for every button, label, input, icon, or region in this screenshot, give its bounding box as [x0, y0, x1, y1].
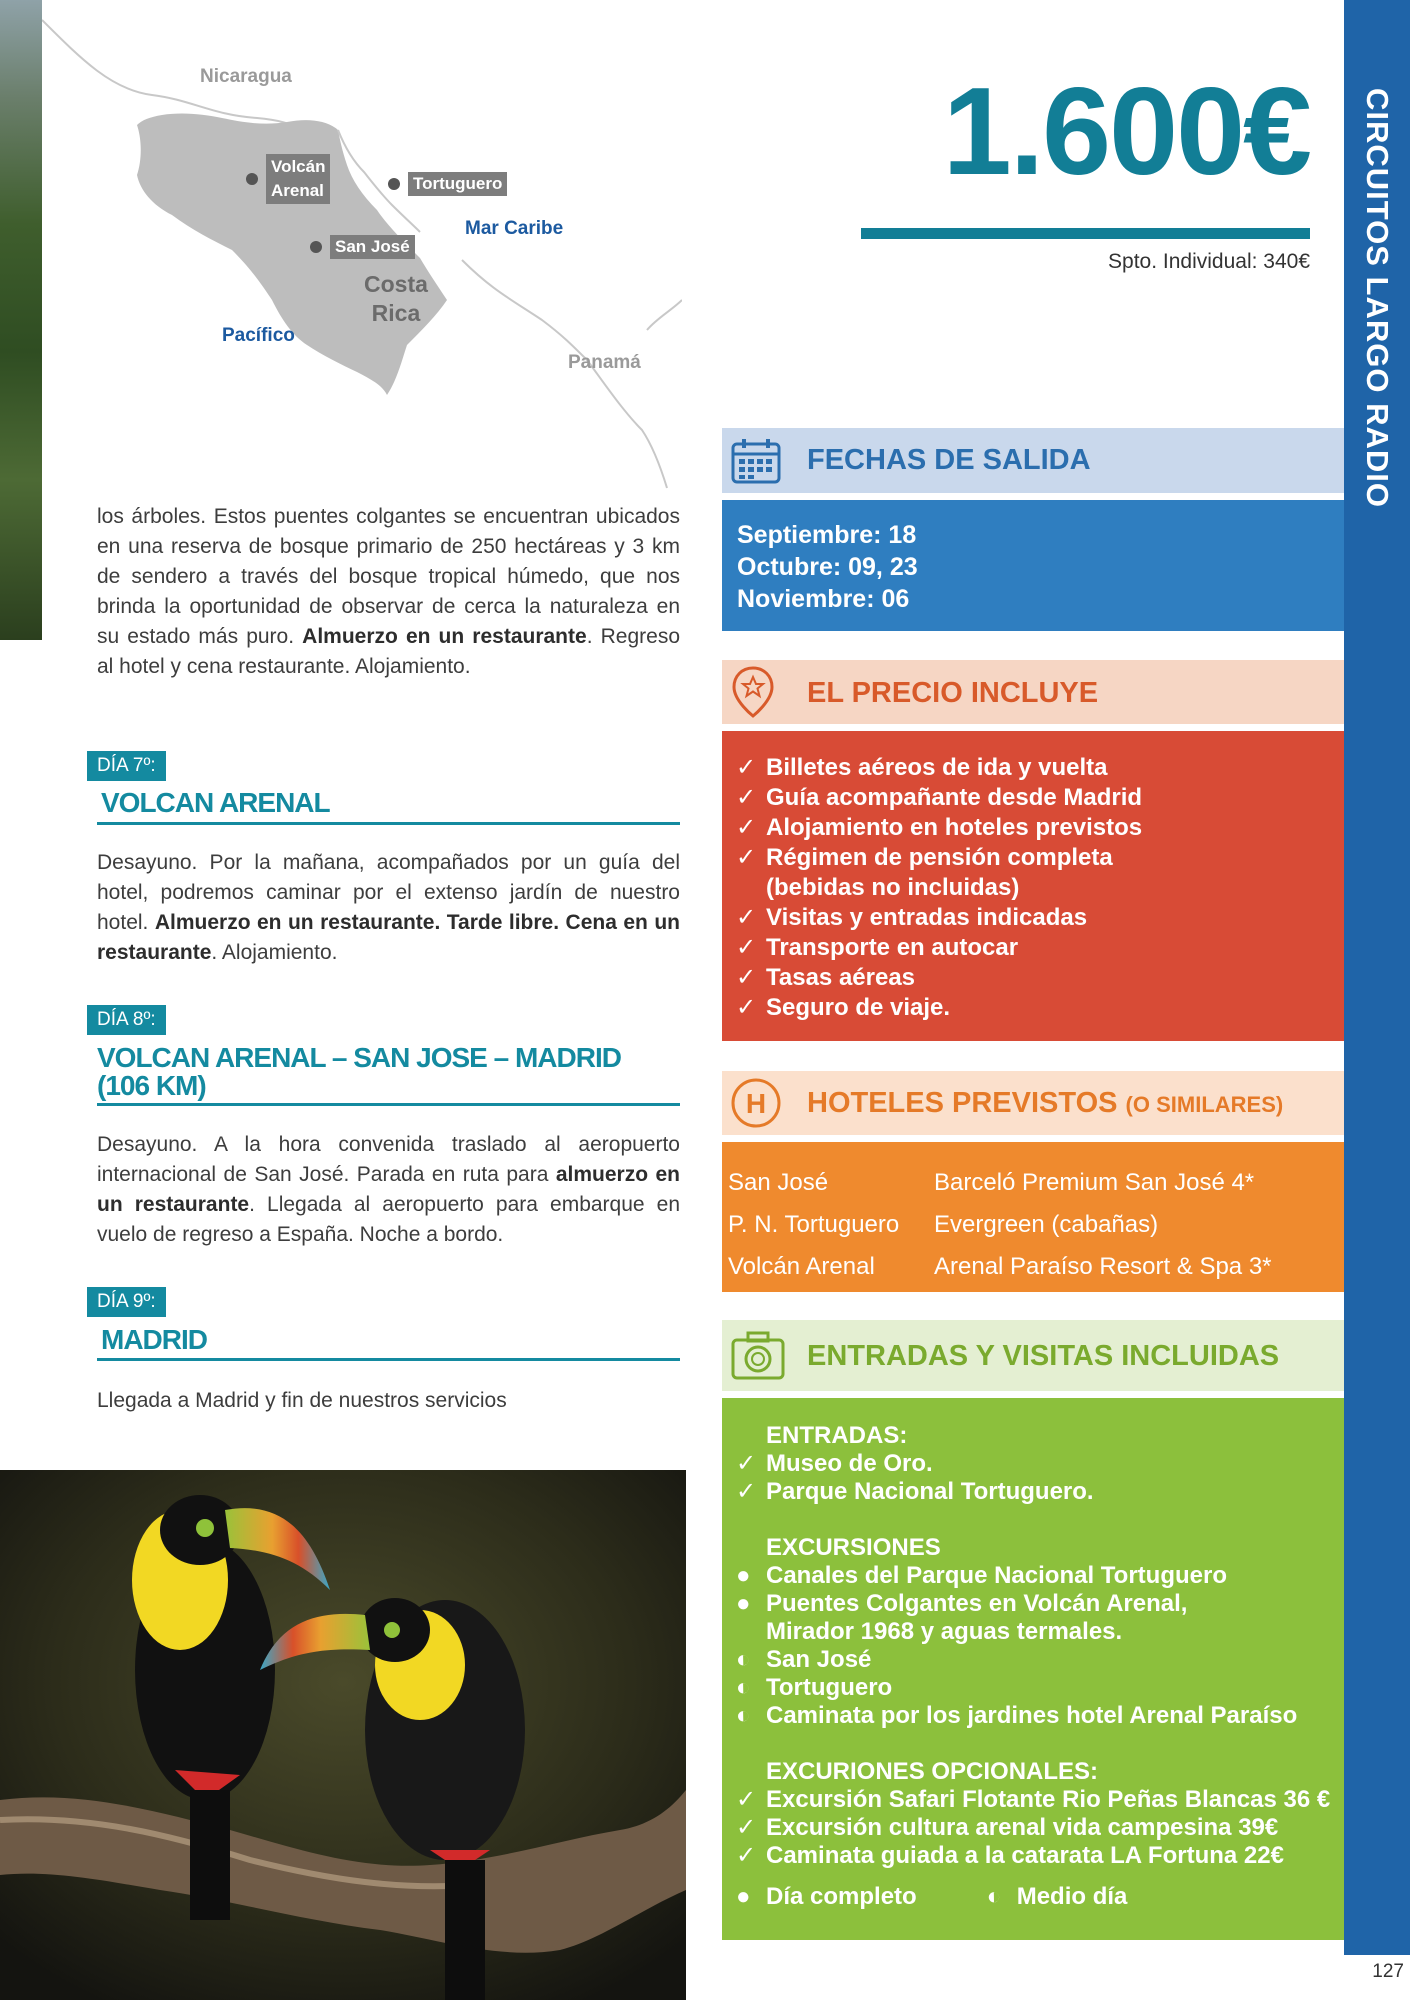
- day9-title: MADRID: [101, 1324, 207, 1355]
- price-amount: 1.600€: [942, 63, 1310, 201]
- incluye-item-text: Tasas aéreas: [766, 964, 916, 991]
- check-spacer: [736, 873, 766, 903]
- day8-title-line1: VOLCAN ARENAL – SAN JOSE – MADRID: [97, 1042, 621, 1073]
- legend: [736, 1880, 1344, 1914]
- excursion-item-text: San José: [766, 1646, 872, 1673]
- city-tortuguero: [388, 172, 507, 196]
- city-dot: [246, 173, 258, 185]
- label-nicaragua: Nicaragua: [200, 66, 292, 87]
- half-day-icon: ◐: [986, 1883, 1002, 1910]
- check-icon: ✓: [736, 904, 757, 931]
- label-panama: Panamá: [568, 352, 641, 373]
- day8-badge: DÍA 8º:: [87, 1005, 166, 1035]
- hoteles-title-small: (O SIMILARES): [1125, 1092, 1284, 1117]
- hotel-city: San José: [728, 1169, 829, 1196]
- excursion-item: [736, 1562, 1344, 1590]
- camera-icon: [730, 1328, 786, 1382]
- city-tag-tortuguero: Tortuguero: [408, 172, 507, 196]
- incluye-item-text: Billetes aéreos de ida y vuelta: [766, 754, 1108, 781]
- day9-badge: DÍA 9º:: [87, 1287, 166, 1317]
- spacer: [736, 1730, 1344, 1758]
- incluye-item-text: Guía acompañante desde Madrid: [766, 784, 1143, 811]
- entrada-item: [736, 1478, 1344, 1506]
- incluye-item-continued: [736, 873, 1344, 903]
- excursion-item-text: Caminata por los jardines hotel Arenal Paraíso: [766, 1702, 1298, 1729]
- entrada-item-text: Parque Nacional Tortuguero.: [766, 1478, 1094, 1505]
- toucan-image: [0, 1470, 686, 2000]
- day8-rule: [97, 1103, 680, 1106]
- half-day-icon: ◐: [736, 1702, 751, 1729]
- excursion-item-text: Mirador 1968 y aguas termales.: [766, 1618, 1123, 1645]
- incluye-item-text: Transporte en autocar: [766, 934, 1019, 961]
- half-day-icon: ◐: [736, 1646, 751, 1673]
- day7-text-b: . Alojamiento.: [211, 941, 338, 964]
- day9-paragraph: Llegada a Madrid y fin de nuestros servicios: [97, 1389, 507, 1412]
- hotel-city: P. N. Tortuguero: [728, 1211, 900, 1238]
- check-icon: ✓: [736, 1478, 757, 1505]
- check-icon: ✓: [736, 844, 757, 871]
- full-day-icon: ●: [736, 1590, 751, 1617]
- excursion-item: [736, 1702, 1344, 1730]
- incluye-item: [736, 783, 1344, 813]
- opcional-item: [736, 1842, 1344, 1870]
- city-tag-volcan: [266, 154, 330, 204]
- fechas-body: [722, 500, 1344, 631]
- excursion-item-text: Puentes Colgantes en Volcán Arenal,: [766, 1590, 1188, 1617]
- incluye-item: [736, 963, 1344, 993]
- city-dot: [310, 241, 322, 253]
- opcional-item-text: Excursión Safari Flotante Rio Peñas Blancas 36 €: [766, 1786, 1331, 1813]
- entradas-header: [722, 1320, 1344, 1391]
- incluye-header: [722, 660, 1344, 724]
- location-star-icon: [730, 665, 776, 719]
- entrada-item: [736, 1450, 1344, 1478]
- city-tag-san-jose: San José: [330, 235, 415, 259]
- check-icon: ✓: [736, 994, 757, 1021]
- forest-photo-strip: [0, 0, 42, 640]
- entrada-item-text: Museo de Oro.: [766, 1450, 933, 1477]
- incluye-item: [736, 753, 1344, 783]
- excursion-item: [736, 1674, 1344, 1702]
- excursion-item-text: Canales del Parque Nacional Tortuguero: [766, 1562, 1227, 1589]
- incluye-title: EL PRECIO INCLUYE: [807, 677, 1099, 709]
- city-volcan-line1: Volcán: [271, 157, 326, 176]
- intro-bold: Almuerzo en un restaurante: [302, 625, 587, 648]
- day8-paragraph: [97, 1130, 680, 1250]
- day7-title: VOLCAN ARENAL: [101, 787, 330, 818]
- day8-title-line2: (106 KM): [97, 1070, 206, 1101]
- hotel-row: [728, 1162, 1344, 1204]
- label-costa-rica: [364, 270, 428, 328]
- check-icon: ✓: [736, 1842, 757, 1869]
- check-icon: ✓: [736, 1814, 757, 1841]
- excursion-item-text: Tortuguero: [766, 1674, 893, 1701]
- full-day-icon: ●: [736, 1562, 751, 1589]
- hotel-icon: [730, 1077, 782, 1129]
- check-icon: ✓: [736, 784, 757, 811]
- hoteles-title-main: HOTELES PREVISTOS: [807, 1087, 1118, 1119]
- legend-half-day: [987, 1880, 1128, 1914]
- price-supplement: Spto. Individual: 340€: [1108, 250, 1310, 273]
- city-san-jose: [310, 235, 415, 259]
- incluye-item: [736, 993, 1344, 1023]
- incluye-item: [736, 813, 1344, 843]
- day7-paragraph: [97, 848, 680, 968]
- incluye-item: [736, 933, 1344, 963]
- legend-half-label: Medio día: [1016, 1883, 1128, 1910]
- excursion-item: [736, 1646, 1344, 1674]
- excursion-item: [736, 1590, 1344, 1618]
- check-icon: ✓: [736, 934, 757, 961]
- page-number: 127: [1344, 1955, 1410, 2000]
- legend-full-day: [736, 1880, 917, 1914]
- hotel-name: Evergreen (cabañas): [934, 1211, 1159, 1238]
- price-underline: [861, 228, 1310, 239]
- opcionales-subheading: EXCURIONES OPCIONALES:: [766, 1758, 1099, 1785]
- hotel-row: [728, 1204, 1344, 1246]
- day7-bold: Almuerzo en un restaurante. Tarde libre. Cena en un restaurante: [97, 911, 680, 964]
- fecha-line: Noviembre: 06: [737, 585, 910, 613]
- check-icon: ✓: [736, 754, 757, 781]
- incluye-item: [736, 903, 1344, 933]
- city-volcan-line2: Arenal: [271, 181, 324, 200]
- incluye-body: [722, 731, 1344, 1041]
- hoteles-header: [722, 1071, 1344, 1135]
- hotel-name: Barceló Premium San José 4*: [934, 1169, 1255, 1196]
- fechas-header: [722, 428, 1344, 493]
- hoteles-body: [722, 1142, 1344, 1292]
- entradas-title: ENTRADAS Y VISITAS INCLUIDAS: [807, 1340, 1280, 1372]
- opcional-item-text: Excursión cultura arenal vida campesina 39€: [766, 1814, 1279, 1841]
- incluye-item-text: Alojamiento en hoteles previstos: [766, 814, 1143, 841]
- hotel-row: [728, 1246, 1344, 1288]
- opcional-item-text: Caminata guiada a la catarata LA Fortuna 22€: [766, 1842, 1284, 1869]
- day8-text-a: Desayuno. A la hora convenida traslado al aeropuerto internacional de San José. Parada en ruta para: [97, 1133, 680, 1186]
- day7-rule: [97, 822, 680, 825]
- day7-badge: DÍA 7º:: [87, 751, 166, 781]
- section-title-vertical: CIRCUITOS LARGO RADIO: [1360, 88, 1395, 508]
- section-side-band: [1344, 0, 1410, 2000]
- intro-paragraph: [97, 502, 680, 682]
- hoteles-title: [807, 1087, 1283, 1120]
- toucan-photo: [0, 1470, 686, 2000]
- hotel-city: Volcán Arenal: [728, 1253, 875, 1280]
- incluye-item-text: (bebidas no incluidas): [766, 874, 1020, 901]
- incluye-item: [736, 843, 1344, 873]
- day7-text-a: Desayuno. Por la mañana, acompañados por un guía del hotel, podremos caminar por el extenso jardín de nuestro hotel.: [97, 851, 680, 934]
- full-day-icon: ●: [736, 1883, 751, 1910]
- day9-rule: [97, 1358, 680, 1361]
- day8-title: [97, 1044, 677, 1100]
- half-day-icon: ◐: [736, 1674, 751, 1701]
- incluye-item-text: Visitas y entradas indicadas: [766, 904, 1088, 931]
- check-icon: ✓: [736, 964, 757, 991]
- day8-bold: almuerzo en un restaurante: [97, 1163, 680, 1216]
- incluye-item-text: Seguro de viaje.: [766, 994, 951, 1021]
- fecha-line: Octubre: 09, 23: [737, 553, 918, 581]
- entradas-body: [722, 1398, 1344, 1940]
- city-volcan-arenal: [246, 154, 330, 204]
- check-icon: ✓: [736, 814, 757, 841]
- opcional-item: [736, 1786, 1344, 1814]
- fechas-title: FECHAS DE SALIDA: [807, 444, 1091, 476]
- fecha-line: Septiembre: 18: [737, 521, 917, 549]
- intro-text: los árboles. Estos puentes colgantes se encuentran ubicados en una reserva de bosque primario de 250 hectáreas y 3 km de sendero a través del bosque tropical húmedo, que nos brinda la oportunidad de observar de cerca la naturaleza en su estado más puro.: [97, 505, 680, 648]
- check-icon: ✓: [736, 1786, 757, 1813]
- calendar-icon: [730, 437, 782, 485]
- entradas-subheading: ENTRADAS:: [766, 1422, 908, 1449]
- label-mar-caribe: Mar Caribe: [465, 218, 564, 239]
- hotel-name: Arenal Paraíso Resort & Spa 3*: [934, 1253, 1272, 1280]
- label-costa: Costa: [364, 271, 428, 297]
- opcional-item: [736, 1814, 1344, 1842]
- legend-full-label: Día completo: [766, 1883, 917, 1910]
- label-rica: Rica: [371, 300, 421, 326]
- bullet-spacer: [736, 1618, 766, 1646]
- excursion-item-continued: [736, 1618, 1344, 1646]
- intro-tail: . Regreso al hotel y cena restaurante. Alojamiento.: [97, 625, 680, 678]
- check-icon: ✓: [736, 1450, 757, 1477]
- day8-text-b: . Llegada al aeropuerto para embarque en vuelo de regreso a España. Noche a bordo.: [97, 1193, 681, 1246]
- spacer: [736, 1506, 1344, 1534]
- label-pacifico: Pacífico: [222, 325, 295, 346]
- city-dot: [388, 178, 400, 190]
- excursiones-subheading: EXCURSIONES: [766, 1534, 941, 1561]
- incluye-item-text: Régimen de pensión completa: [766, 844, 1113, 871]
- costa-rica-map: [42, 0, 682, 490]
- svg-text:H: H: [745, 1088, 767, 1119]
